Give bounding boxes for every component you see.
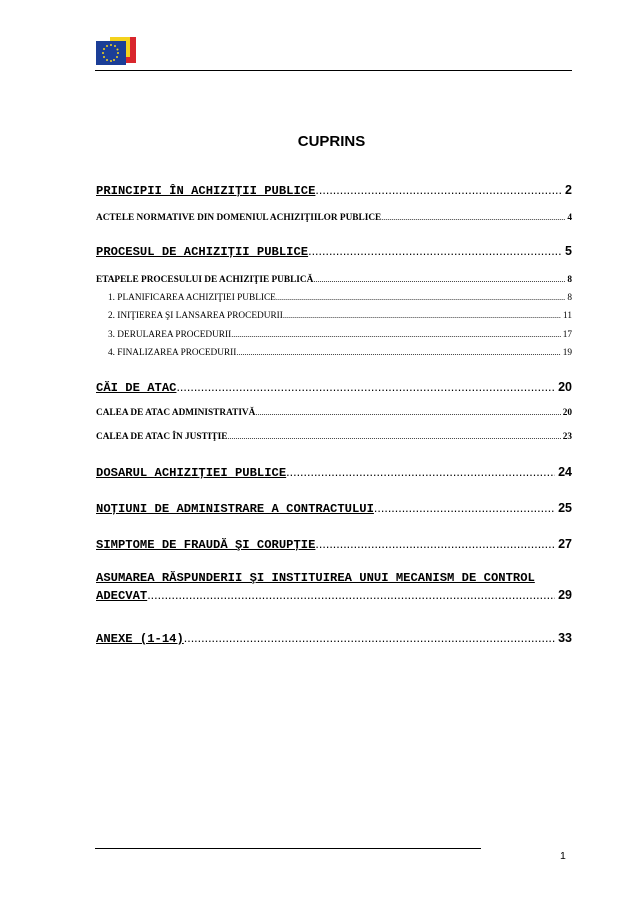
page-number: 1 (560, 850, 566, 862)
toc-entry[interactable] (96, 465, 572, 480)
footer-rule (95, 848, 481, 849)
toc-entry-label-line2: ADECVAT (96, 589, 148, 603)
toc-entry-page: 17 (562, 330, 572, 340)
toc-leader-dots (227, 432, 560, 441)
toc-entry-page: 33 (558, 631, 572, 645)
toc-leader-dots (315, 183, 562, 197)
toc-entry-page: 20 (562, 408, 572, 418)
toc-entry-label: DOSARUL ACHIZIŢIEI PUBLICE (96, 466, 287, 480)
toc-entry-page: 11 (563, 311, 572, 321)
toc-entry-page: 19 (562, 348, 572, 358)
toc-entry[interactable] (96, 380, 572, 395)
toc-entry-label: ANEXE (1-14) (96, 632, 184, 646)
eu-flag-logo (96, 37, 136, 67)
toc-entry[interactable] (96, 183, 572, 198)
toc-entry[interactable] (96, 432, 572, 442)
toc-entry-page: 8 (567, 275, 572, 285)
toc-entry-page: 23 (562, 432, 572, 442)
toc-leader-dots (308, 244, 562, 258)
toc-entry-page: 25 (558, 501, 572, 515)
toc-entry-page: 24 (558, 465, 572, 479)
toc-entry[interactable] (96, 501, 572, 516)
toc-entry[interactable] (108, 330, 572, 340)
toc-entry[interactable] (96, 571, 572, 585)
toc-leader-dots (276, 293, 565, 302)
page-title: CUPRINS (297, 133, 366, 150)
toc-entry-continuation[interactable] (96, 588, 572, 603)
toc-entry-page: 5 (565, 244, 572, 258)
toc-entry[interactable] (96, 631, 572, 646)
toc-leader-dots (176, 380, 555, 394)
toc-entry-label: CALEA DE ATAC ÎN JUSTIŢIE (96, 432, 228, 442)
toc-entry-page: 8 (567, 293, 572, 303)
toc-entry-page: 29 (558, 588, 572, 602)
toc-entry-label: 3. DERULAREA PROCEDURII (108, 330, 232, 340)
toc-entry[interactable] (96, 244, 572, 259)
toc-entry-page: 27 (558, 537, 572, 551)
toc-leader-dots (374, 501, 555, 515)
toc-entry-page: 20 (558, 380, 572, 394)
toc-entry-page: 4 (567, 213, 572, 223)
toc-entry[interactable] (108, 348, 572, 358)
toc-entry-label: SIMPTOME DE FRAUDĂ ŞI CORUPŢIE (96, 538, 316, 552)
toc-entry[interactable] (96, 408, 572, 418)
toc-entry-label: CĂI DE ATAC (96, 381, 177, 395)
toc-entry-page: 2 (565, 183, 572, 197)
toc-entry-label: PROCESUL DE ACHIZIŢII PUBLICE (96, 245, 309, 259)
toc-leader-dots (313, 275, 565, 284)
toc-leader-dots (381, 213, 565, 222)
toc-entry-label-line1: ASUMAREA RĂSPUNDERII ŞI INSTITUIREA UNUI MECANISM DE CONTROL (96, 571, 535, 585)
toc-entry-label: 4. FINALIZAREA PROCEDURII (108, 348, 237, 358)
toc-entry[interactable] (108, 293, 572, 303)
toc-leader-dots (231, 330, 561, 339)
toc-entry[interactable] (96, 213, 572, 223)
toc-leader-dots (236, 348, 560, 357)
toc-entry-label: NOŢIUNI DE ADMINISTRARE A CONTRACTULUI (96, 502, 374, 516)
toc-entry-label: ACTELE NORMATIVE DIN DOMENIUL ACHIZIŢIILOR PUBLICE (96, 213, 382, 223)
toc-leader-dots (315, 537, 555, 551)
header-rule (95, 70, 572, 71)
toc-entry-label: PRINCIPII ÎN ACHIZIŢII PUBLICE (96, 184, 316, 198)
toc-entry-label: 2. INIŢIEREA ŞI LANSAREA PROCEDURII (108, 311, 283, 321)
toc-leader-dots (255, 408, 560, 417)
toc-entry-label: CALEA DE ATAC ADMINISTRATIVĂ (96, 408, 256, 418)
toc-leader-dots (184, 631, 555, 645)
toc-entry-label: 1. PLANIFICAREA ACHIZIŢIEI PUBLICE (108, 293, 276, 303)
toc-leader-dots (283, 311, 561, 320)
toc-entry-label: ETAPELE PROCESULUI DE ACHIZIŢIE PUBLICĂ (96, 275, 314, 285)
toc-entry[interactable] (108, 311, 572, 321)
toc-entry[interactable] (96, 537, 572, 552)
toc-leader-dots (147, 588, 555, 602)
toc-leader-dots (286, 465, 555, 479)
toc-entry[interactable] (96, 275, 572, 285)
